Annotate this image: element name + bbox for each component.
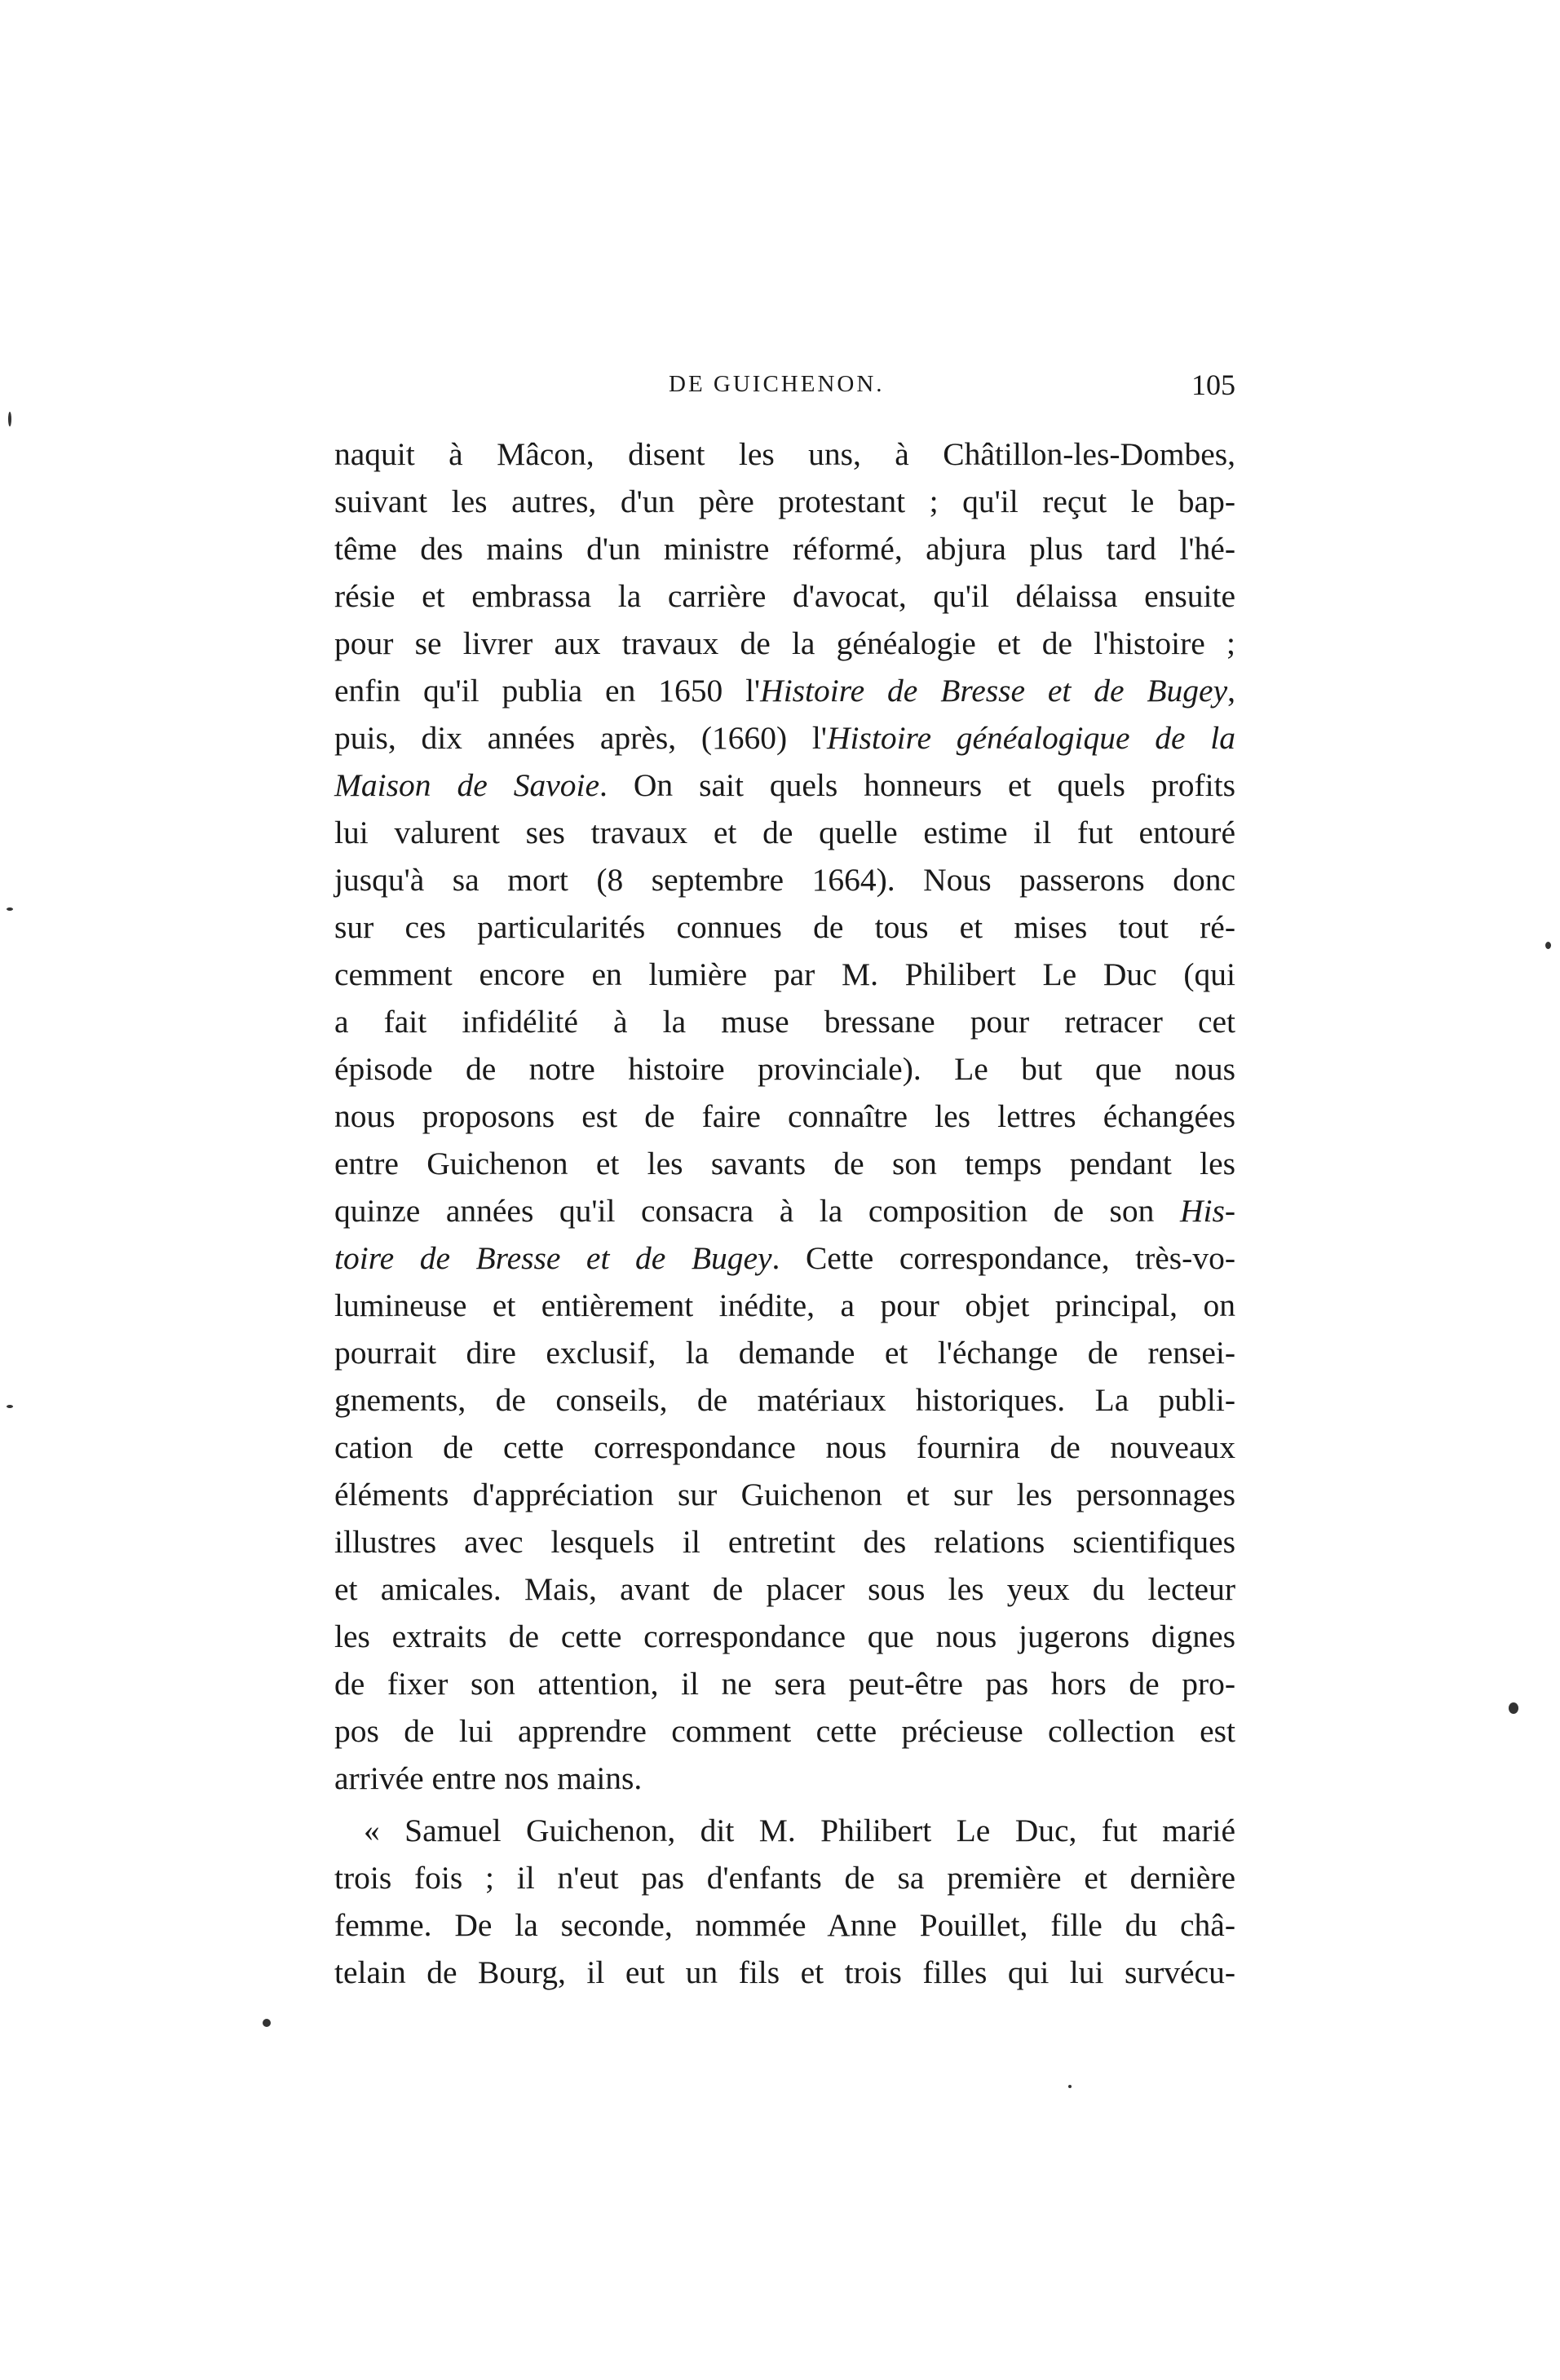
text-line: entre Guichenon et les savants de son temps pendant les — [334, 1146, 1235, 1181]
page-number: 105 — [1191, 369, 1235, 401]
italic-title: Maison de Savoie — [334, 767, 600, 803]
scan-speck — [1068, 2085, 1072, 2088]
scan-speck — [7, 1405, 13, 1408]
text-line: et amicales. Mais, avant de placer sous les yeux du lecteur — [334, 1571, 1235, 1607]
text-line: femme. De la seconde, nommée Anne Pouillet, fille du châ- — [334, 1907, 1235, 1943]
text-line: « Samuel Guichenon, dit M. Philibert Le Duc, fut marié — [364, 1813, 1235, 1848]
text-line: résie et embrassa la carrière d'avocat, qu'il délaissa ensuite — [334, 578, 1235, 614]
text-run: quinze années qu'il consacra à la composition de son — [334, 1193, 1180, 1229]
running-title: DE GUICHENON. — [669, 371, 885, 397]
scan-speck — [1509, 1702, 1518, 1714]
text-line: trois fois ; il n'eut pas d'enfants de sa première et dernière — [334, 1860, 1235, 1896]
italic-title: toire de Bresse et de Bugey — [334, 1240, 772, 1276]
text-run: . On sait quels honneurs et quels profits — [599, 767, 1235, 803]
running-head — [334, 371, 1235, 412]
text-line: épisode de notre histoire provinciale). Le but que nous — [334, 1051, 1235, 1087]
text-line: tême des mains d'un ministre réformé, abjura plus tard l'hé- — [334, 531, 1235, 567]
text-line: éléments d'appréciation sur Guichenon et sur les personnages — [334, 1477, 1235, 1512]
text-line: arrivée entre nos mains. — [334, 1760, 643, 1796]
text-line: nous proposons est de faire connaître les lettres échangées — [334, 1098, 1235, 1134]
text-line: de fixer son attention, il ne sera peut-être pas hors de pro- — [334, 1666, 1235, 1702]
text-line: illustres avec lesquels il entretint des relations scientifiques — [334, 1524, 1235, 1560]
text-line — [334, 762, 1235, 809]
italic-title: Histoire généalogique de la — [826, 720, 1235, 756]
text-line — [334, 1234, 1235, 1282]
scan-speck — [263, 2019, 271, 2027]
text-line: lumineuse et entièrement inédite, a pour objet principal, on — [334, 1287, 1235, 1323]
text-line: pourrait dire exclusif, la demande et l'échange de rensei- — [334, 1335, 1235, 1371]
text-line — [334, 1187, 1235, 1234]
italic-title: Histoire de Bresse et de Bugey — [760, 673, 1228, 709]
text-line: sur ces particularités connues de tous et mises tout ré- — [334, 909, 1235, 945]
text-line: gnements, de conseils, de matériaux historiques. La publi- — [334, 1382, 1235, 1418]
text-run: enfin qu'il publia en 1650 l' — [334, 673, 761, 709]
scan-speck — [7, 907, 13, 911]
text-run: puis, dix années après, (1660) l' — [334, 720, 827, 756]
text-run: . Cette correspondance, très-vo- — [771, 1240, 1235, 1276]
text-line: a fait infidélité à la muse bressane pour retracer cet — [334, 1004, 1235, 1040]
text-line — [334, 714, 1235, 762]
text-line: cation de cette correspondance nous fournira de nouveaux — [334, 1429, 1235, 1465]
text-line: cemment encore en lumière par M. Philibert Le Duc (qui — [334, 956, 1235, 992]
text-line: pour se livrer aux travaux de la généalogie et de l'histoire ; — [334, 625, 1235, 661]
text-run: , — [1227, 673, 1235, 709]
text-line: les extraits de cette correspondance que nous jugerons dignes — [334, 1618, 1235, 1654]
scan-speck — [1545, 942, 1551, 949]
text-line: suivant les autres, d'un père protestant ; qu'il reçut le bap- — [334, 484, 1235, 519]
text-line: pos de lui apprendre comment cette précieuse collection est — [334, 1713, 1235, 1749]
text-line — [334, 667, 1235, 714]
text-line: telain de Bourg, il eut un fils et trois filles qui lui survécu- — [334, 1954, 1235, 1990]
italic-title: His- — [1179, 1193, 1235, 1229]
text-line: naquit à Mâcon, disent les uns, à Châtillon-les-Dombes, — [334, 436, 1235, 472]
body-text — [334, 431, 1235, 1996]
text-line: lui valurent ses travaux et de quelle estime il fut entouré — [334, 815, 1235, 850]
text-line: jusqu'à sa mort (8 septembre 1664). Nous passerons donc — [334, 862, 1235, 898]
scan-speck — [8, 412, 11, 426]
